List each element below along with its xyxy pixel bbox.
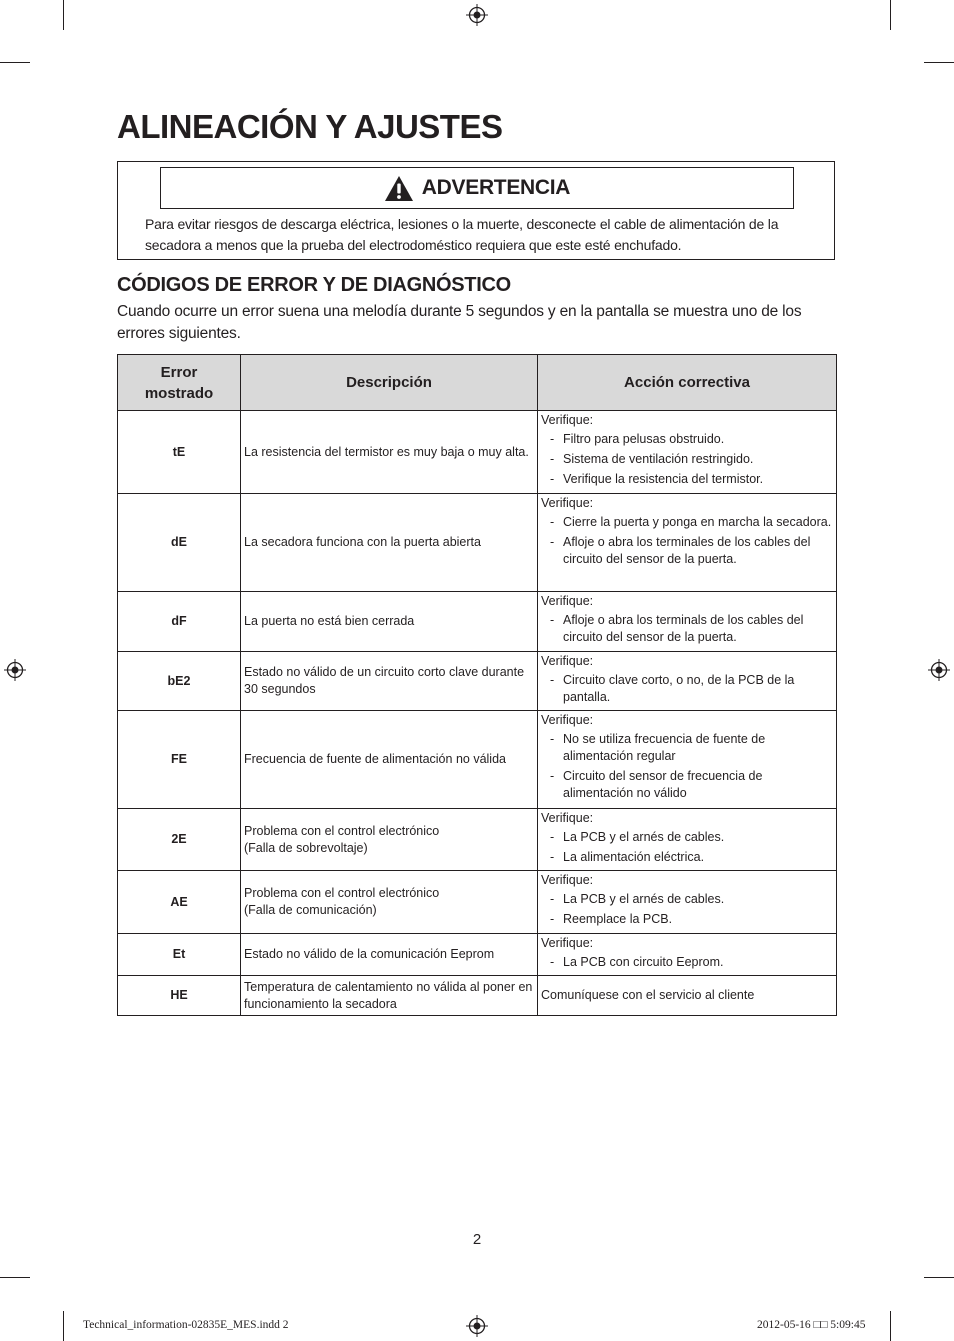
footer-timestamp: 2012-05-16 □□ 5:09:45 [757,1319,866,1331]
description-line: (Falla de comunicación) [244,903,377,917]
crop-mark [890,0,891,30]
crop-mark [63,0,64,30]
check-list [541,829,833,866]
error-code: FE [118,711,241,809]
warning-text: Para evitar riesgos de descarga eléctrica, lesiones o la muerte, desconecte el cable de alimentación de la secadora a menos que la prueba del electrodoméstico requiera que este esté enchufado. [145,216,779,253]
header-description: Descripción [241,355,538,411]
check-item: - No se utiliza frecuencia de fuente de alimentación regular [563,731,833,765]
description-line: Estado no válido de la comunicación Eeprom [244,947,495,961]
corrective-action [538,652,837,711]
action-title: Verifique: [541,873,594,887]
error-description [241,871,538,934]
table-row [118,411,837,494]
header-corrective-action: Acción correctiva [538,355,837,411]
table-row [118,652,837,711]
section-heading: CÓDIGOS DE ERROR Y DE DIAGNÓSTICO [117,274,511,296]
action-title: Verifique: [541,713,594,727]
action-title: Verifique: [541,594,594,608]
action-title: Comuníquese con el servicio al cliente [541,988,755,1002]
crop-mark [0,62,30,63]
registration-mark-icon [466,4,488,26]
description-line: Estado no válido de un circuito corto clave durante 30 segundos [244,665,525,696]
table-body [118,411,837,1016]
description-line: (Falla de sobrevoltaje) [244,840,368,855]
error-code: dF [118,592,241,652]
table-row [118,976,837,1016]
intro-text: Cuando ocurre un error suena una melodía durante 5 segundos y en la pantalla se muestra uno de los errores siguientes. [117,303,802,342]
check-item: - Circuito clave corto, o no, de la PCB de la pantalla. [563,672,833,706]
action-title: Verifique: [541,811,594,825]
error-code: 2E [118,809,241,871]
registration-mark-icon [4,659,26,681]
description-line: Temperatura de calentamiento no válida al poner en funcionamiento la secadora [244,979,533,1011]
description-line: Problema con el control electrónico [244,886,440,900]
error-code: tE [118,411,241,494]
description-line: Problema con el control electrónico [244,823,440,838]
action-title: Verifique: [541,413,594,427]
table-row [118,809,837,871]
check-list [541,514,833,568]
crop-mark [924,1277,954,1278]
error-description [241,711,538,809]
error-description [241,809,538,871]
check-item: - Reemplace la PCB. [563,911,833,928]
corrective-action [538,411,837,494]
action-title: Verifique: [541,496,594,510]
check-list [541,431,833,488]
check-item: - Filtro para pelusas obstruido. [563,431,833,448]
error-code: dE [118,494,241,592]
error-code: AE [118,871,241,934]
corrective-action [538,494,837,592]
corrective-action [538,934,837,976]
check-item: - Circuito del sensor de frecuencia de alimentación no válido [563,768,833,802]
error-code: Et [118,934,241,976]
table-row [118,494,837,592]
crop-mark [924,62,954,63]
check-item: - Afloje o abra los terminals de los cables del circuito del sensor de la puerta. [563,612,833,646]
check-item: - La PCB con circuito Eeprom. [563,954,833,971]
crop-mark [890,1311,891,1341]
error-description [241,652,538,711]
error-description [241,934,538,976]
check-list [541,731,833,802]
registration-mark-icon [466,1315,488,1337]
error-code: HE [118,976,241,1016]
check-item: - Cierre la puerta y ponga en marcha la secadora. [563,514,833,531]
page-title: ALINEACIÓN Y AJUSTES [117,108,503,145]
error-code-table [117,354,837,1016]
corrective-action [538,592,837,652]
header-error-code: Error mostrado [118,355,241,411]
warning-box [117,161,835,260]
crop-mark [63,1311,64,1341]
table-row [118,934,837,976]
corrective-action [538,976,837,1016]
corrective-action [538,871,837,934]
error-description [241,411,538,494]
check-list [541,891,833,928]
check-list [541,612,833,646]
check-list [541,954,833,971]
corrective-action [538,711,837,809]
table-header-row [118,355,837,411]
corrective-action [538,809,837,871]
check-item: - La PCB y el arnés de cables. [563,829,833,846]
description-line: Frecuencia de fuente de alimentación no válida [244,752,506,766]
table-row [118,592,837,652]
error-description [241,592,538,652]
check-item: - Afloje o abra los terminales de los cables del circuito del sensor de la puerta. [563,534,833,568]
registration-mark-icon [928,659,950,681]
error-description [241,976,538,1016]
description-line: La puerta no está bien cerrada [244,614,415,628]
check-item: - Verifique la resistencia del termistor. [563,471,833,488]
description-line: La secadora funciona con la puerta abierta [244,535,481,549]
error-description [241,494,538,592]
crop-mark [0,1277,30,1278]
footer-filename: Technical_information-02835E_MES.indd 2 [83,1319,289,1331]
action-title: Verifique: [541,936,594,950]
action-title: Verifique: [541,654,594,668]
check-list [541,672,833,706]
warning-header [160,167,794,209]
check-item: - Sistema de ventilación restringido. [563,451,833,468]
warning-triangle-icon [384,175,414,202]
check-item: - La alimentación eléctrica. [563,849,833,866]
page-number: 2 [472,1231,482,1248]
table-row [118,871,837,934]
check-item: - La PCB y el arnés de cables. [563,891,833,908]
description-line: La resistencia del termistor es muy baja o muy alta. [244,444,529,459]
error-code: bE2 [118,652,241,711]
warning-label: ADVERTENCIA [421,176,571,199]
table-row [118,711,837,809]
